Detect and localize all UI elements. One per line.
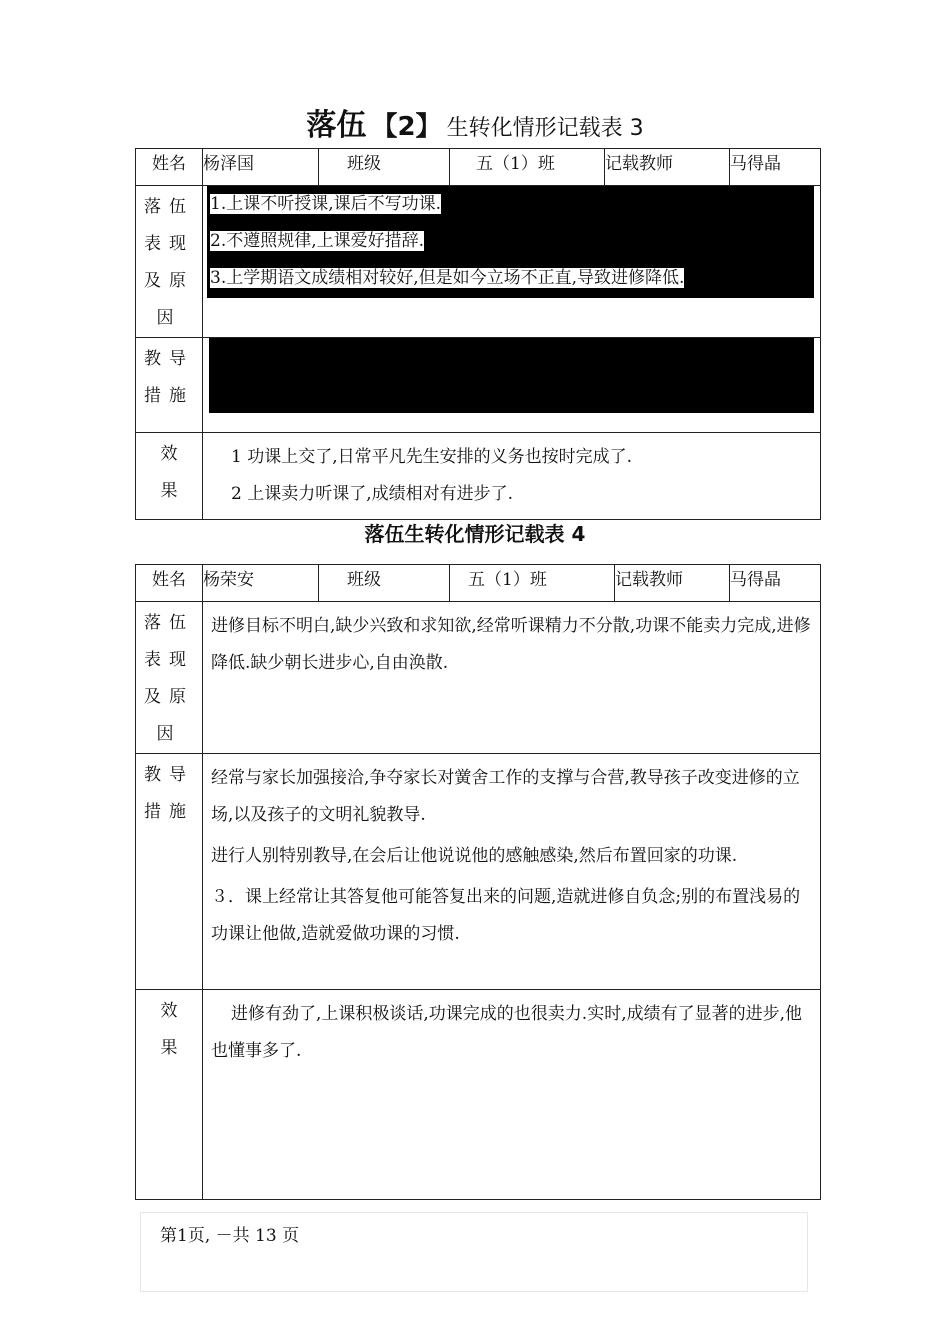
class-value: 五（1）班 — [450, 565, 615, 602]
guidance-cell — [203, 338, 821, 433]
teacher-label: 记载教师 — [615, 565, 730, 602]
teacher-name: 马得晶 — [730, 565, 821, 602]
performance-item: 2.不遵照规律,上课爱好措辞. — [210, 231, 425, 251]
redacted-block — [207, 186, 814, 298]
effect-label — [136, 433, 203, 520]
effect-item: 1 功课上交了,日常平凡先生安排的义务也按时完成了. — [231, 447, 633, 467]
record-table-4 — [135, 564, 821, 1200]
title-part-big: 落伍 — [306, 108, 367, 143]
record-table-3 — [135, 148, 821, 520]
performance-row — [136, 186, 821, 338]
performance-text: 进修目标不明白,缺少兴致和求知欲,经常听课精力不分散,功课不能卖力完成,进修降低.缺少朝长进步心,自由涣散. — [211, 616, 811, 673]
effect-text: 进修有劲了,上课积极谈话,功课完成的也很卖力.实时,成绩有了显著的进步,他也懂事多了. — [211, 1004, 803, 1061]
page-number: 第1页, －共 13 页 — [160, 1226, 300, 1246]
guidance-row — [136, 338, 821, 433]
effect-item: 2 上课卖力听课了,成绩相对有进步了. — [231, 484, 514, 504]
performance-item: 3.上学期语文成绩相对较好,但是如今立场不正直,导致进修降低. — [210, 268, 685, 288]
effect-row — [136, 433, 821, 520]
performance-label — [136, 186, 203, 338]
header-row — [136, 149, 821, 186]
effect-cell — [203, 990, 821, 1200]
header-row — [136, 565, 821, 602]
guidance-label — [136, 754, 203, 990]
guidance-label-text: 教导措施 — [144, 349, 194, 406]
redacted-block — [209, 338, 814, 413]
guidance-item: 经常与家长加强接洽,争夺家长对黉舍工作的支撑与合营,教导孩子改变进修的立场,以及孩子的文明礼貌教导. — [211, 768, 800, 825]
class-label: 班级 — [319, 565, 450, 602]
performance-cell — [203, 602, 821, 754]
performance-label-text: 落伍表现及原因 — [144, 613, 194, 744]
student-name: 杨荣安 — [203, 565, 319, 602]
effect-label — [136, 990, 203, 1200]
table3-title — [0, 100, 950, 144]
effect-label-text: 效果 — [160, 444, 178, 501]
effect-row — [136, 990, 821, 1200]
title-part-rest: 生转化情形记载表 3 — [446, 116, 644, 141]
teacher-name: 马得晶 — [730, 149, 821, 186]
performance-label — [136, 602, 203, 754]
performance-cell — [203, 186, 821, 338]
class-label: 班级 — [319, 149, 450, 186]
performance-row — [136, 602, 821, 754]
guidance-cell — [203, 754, 821, 990]
performance-item: 1.上课不听授课,课后不写功课. — [210, 194, 442, 214]
name-label: 姓名 — [136, 149, 203, 186]
guidance-item: ３．课上经常让其答复他可能答复出来的问题,造就进修自负念;别的布置浅易的功课让他做,造就爱做功课的习惯. — [211, 887, 801, 944]
guidance-label-text: 教导措施 — [144, 765, 194, 822]
student-name: 杨泽国 — [203, 149, 319, 186]
teacher-label: 记载教师 — [605, 149, 730, 186]
guidance-label — [136, 338, 203, 433]
guidance-row — [136, 754, 821, 990]
effect-cell — [203, 433, 821, 520]
effect-label-text: 效果 — [160, 1001, 178, 1058]
class-value: 五（1）班 — [450, 149, 605, 186]
guidance-item: 进行人别特别教导,在会后让他说说他的感触感染,然后布置回家的功课. — [211, 846, 738, 866]
table4-title: 落伍生转化情形记载表 4 — [364, 522, 586, 546]
name-label: 姓名 — [136, 565, 203, 602]
title-part-bracket: 【2】 — [371, 112, 442, 142]
performance-label-text: 落伍表现及原因 — [144, 197, 194, 328]
